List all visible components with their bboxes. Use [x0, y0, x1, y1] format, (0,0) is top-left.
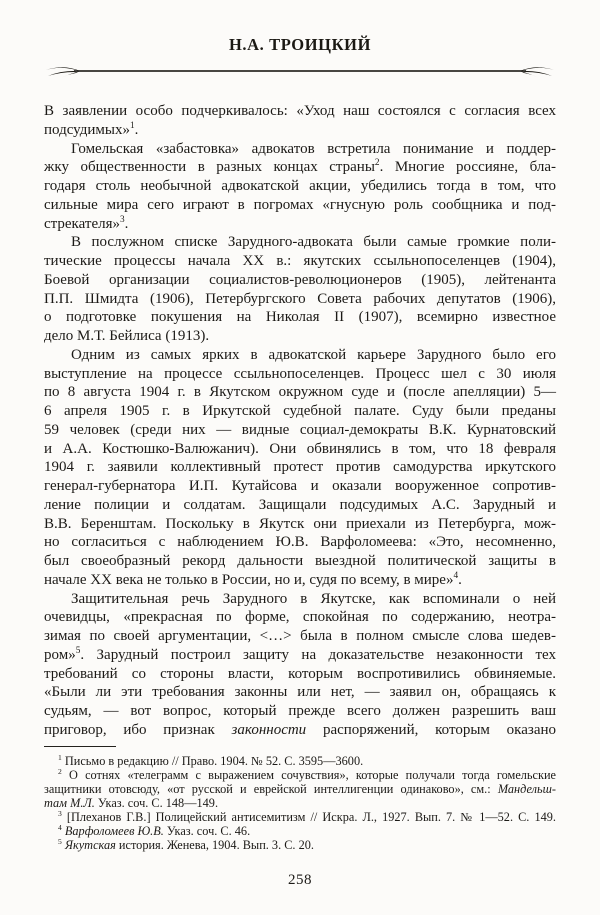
text-line: приговор, ибо признак законности распоряжений, которым оказано — [44, 721, 556, 738]
header-ornament-rule — [44, 62, 556, 78]
superscript-marker: 5 — [58, 836, 62, 846]
text-line: но согласиться с наблюдением Ю.В. Варфоломеева: «Это, несомненно, — [44, 534, 556, 551]
text-line: был своеобразный рекорд дальности выездной политической защиты в — [44, 553, 556, 569]
text-line: 6 апреля 1905 г. в Иркутской судебной палате. Суду были преданы — [44, 403, 556, 419]
text-line: очевидцы, «прекрасная по форме, спокойная по содержанию, неотра- — [44, 609, 556, 626]
superscript-marker: 4 — [453, 570, 459, 581]
text-line: ление полиции и солдатам. Защищали подсудимых А.С. Зарудный и — [44, 496, 556, 513]
italic-text: там М.Л. — [44, 795, 95, 810]
text-line: сильные мира сего играют в погромах «гнусную роль сообщника и под- — [44, 196, 556, 213]
body-text — [44, 102, 556, 740]
text-line: В.В. Беренштам. Поскольку в Якутск они приехали из Петербурга, мож- — [44, 515, 556, 532]
text-line: 59 человек (среди них — видные социал-демократы В.К. Курнатовский — [44, 421, 556, 438]
text-line: Одним из самых ярких в адвокатской карьере Зарудного было его — [71, 346, 556, 363]
text-line: Боевой организации социалистов-революционеров (1905), лейтенанта — [44, 271, 556, 288]
text-line: годаря столь необычной адвокатской акции, убедились тогда в том, что — [44, 178, 556, 194]
text-line: $^2$ О сотнях «телеграмм с выражением сочувствия», которые получали тогда гомельские — [58, 766, 556, 782]
text-line: Гомельская «забастовка» адвокатов встретила понимание и поддер- — [71, 140, 556, 157]
text-line: 1904 г. заявили коллективный протест против самодурства иркутского — [44, 459, 556, 476]
body-paragraph — [44, 346, 556, 590]
text-line: В заявлении особо подчеркивалось: «Уход наш состоялся с согласия всех — [44, 103, 556, 119]
superscript-marker: 2 — [58, 766, 62, 776]
text-line: выступление на процессе ссыльнопоселенцев. Процесс шел с 30 июля — [44, 365, 556, 382]
text-line: там М.Л. Указ. соч. С. 148—149. — [44, 795, 219, 810]
text-line: жку общественности в разных концах страны$^2$. Многие россияне, бла- — [44, 158, 556, 176]
text-line: судьям, — вот вопрос, который прежде всего должен разрешить ваш — [44, 703, 556, 719]
body-paragraph — [44, 102, 556, 140]
leaf-flourish-left-icon — [46, 67, 80, 78]
body-paragraph — [44, 140, 556, 234]
text-line: защитники отовсюду, «от русской и еврейской интеллигенции одинаково», см.: Мандельш- — [44, 781, 556, 796]
header-rule-line — [74, 70, 526, 72]
footnote — [44, 824, 556, 838]
text-line: подсудимых»$^1$. — [44, 120, 139, 138]
text-line: $^5$ Якутская история. Женева, 1904. Вып. 3. С. 20. — [58, 836, 314, 852]
text-line: В послужном списке Зарудного-адвоката были самые громкие поли- — [71, 234, 556, 251]
ornament-rule-graphic — [44, 62, 556, 78]
text-line: $^4$ Варфоломеев Ю.В. Указ. соч. С. 46. — [58, 822, 251, 838]
text-line: начале XX века не только в России, но и, судя по всему, в мире»$^4$. — [44, 570, 462, 588]
text-line: тические процессы начала XX в.: якутских ссыльнопоселенцев (1904), — [44, 253, 556, 269]
running-header-author: Н.А. ТРОИЦКИЙ — [228, 35, 372, 54]
body-paragraph — [44, 590, 556, 740]
superscript-marker: 3 — [119, 214, 125, 225]
text-line: ром»$^5$. Зарудный построил защиту на доказательстве незаконности тех — [44, 645, 556, 663]
footnote — [44, 810, 556, 824]
superscript-marker: 1 — [129, 120, 135, 131]
superscript-marker: 3 — [58, 808, 62, 818]
text-line: П.П. Шмидта (1906), Петербургского Совета рабочих депутатов (1906), — [44, 290, 556, 307]
text-line: о подготовке покушения на Николая II (1907), всемирно известное — [44, 309, 556, 326]
text-line: требований со стороны власти, которым воспротивились обвиняемые. — [44, 665, 556, 682]
footnote-separator-rule — [44, 746, 116, 747]
text-line: генерал-губернатора И.П. Кутайсова и оказали вооруженное сопротив- — [44, 478, 556, 494]
superscript-marker: 4 — [58, 822, 62, 832]
text-line: $^3$ [Плеханов Г.В.] Полицейский антисемитизм // Искра. Л., 1927. Вып. 7. № 1—52. С. 149. — [58, 808, 556, 824]
superscript-marker: 2 — [374, 158, 380, 169]
footnote — [44, 838, 556, 852]
text-line: Защитительная речь Зарудного в Якутске, как вспоминали о ней — [71, 590, 556, 607]
text-line: $^1$ Письмо в редакцию // Право. 1904. № 52. С. 3595—3600. — [58, 752, 364, 768]
text-line: «Были ли эти требования законны или нет, — заявил он, обращаясь к — [44, 684, 556, 701]
superscript-marker: 5 — [75, 645, 81, 656]
italic-text: Якутская — [64, 837, 116, 852]
page-number: 258 — [288, 872, 312, 888]
italic-text: Варфоломеев Ю.В. — [64, 823, 164, 838]
body-paragraph — [44, 233, 556, 346]
text-line: дело М.Т. Бейлиса (1913). — [44, 328, 210, 344]
text-line: стрекателя»$^3$. — [44, 214, 129, 232]
text-line: зимая по своей аргументации, <…> была в полном смысле слова шедев- — [44, 628, 556, 644]
italic-text: Мандельш- — [497, 781, 556, 796]
leaf-flourish-right-icon — [520, 67, 554, 78]
superscript-marker: 1 — [58, 752, 62, 762]
footnote — [44, 754, 556, 768]
footnote — [44, 768, 556, 810]
text-line: по 8 августа 1904 г. в Якутском окружном суде и (после апелляции) 5— — [44, 384, 556, 401]
footnotes — [44, 754, 556, 852]
text-line: и А.А. Костюшко-Валюжанич). Они обвинялись в том, что 18 февраля — [44, 440, 556, 457]
running-header — [44, 36, 556, 78]
italic-text: законности — [231, 721, 307, 738]
